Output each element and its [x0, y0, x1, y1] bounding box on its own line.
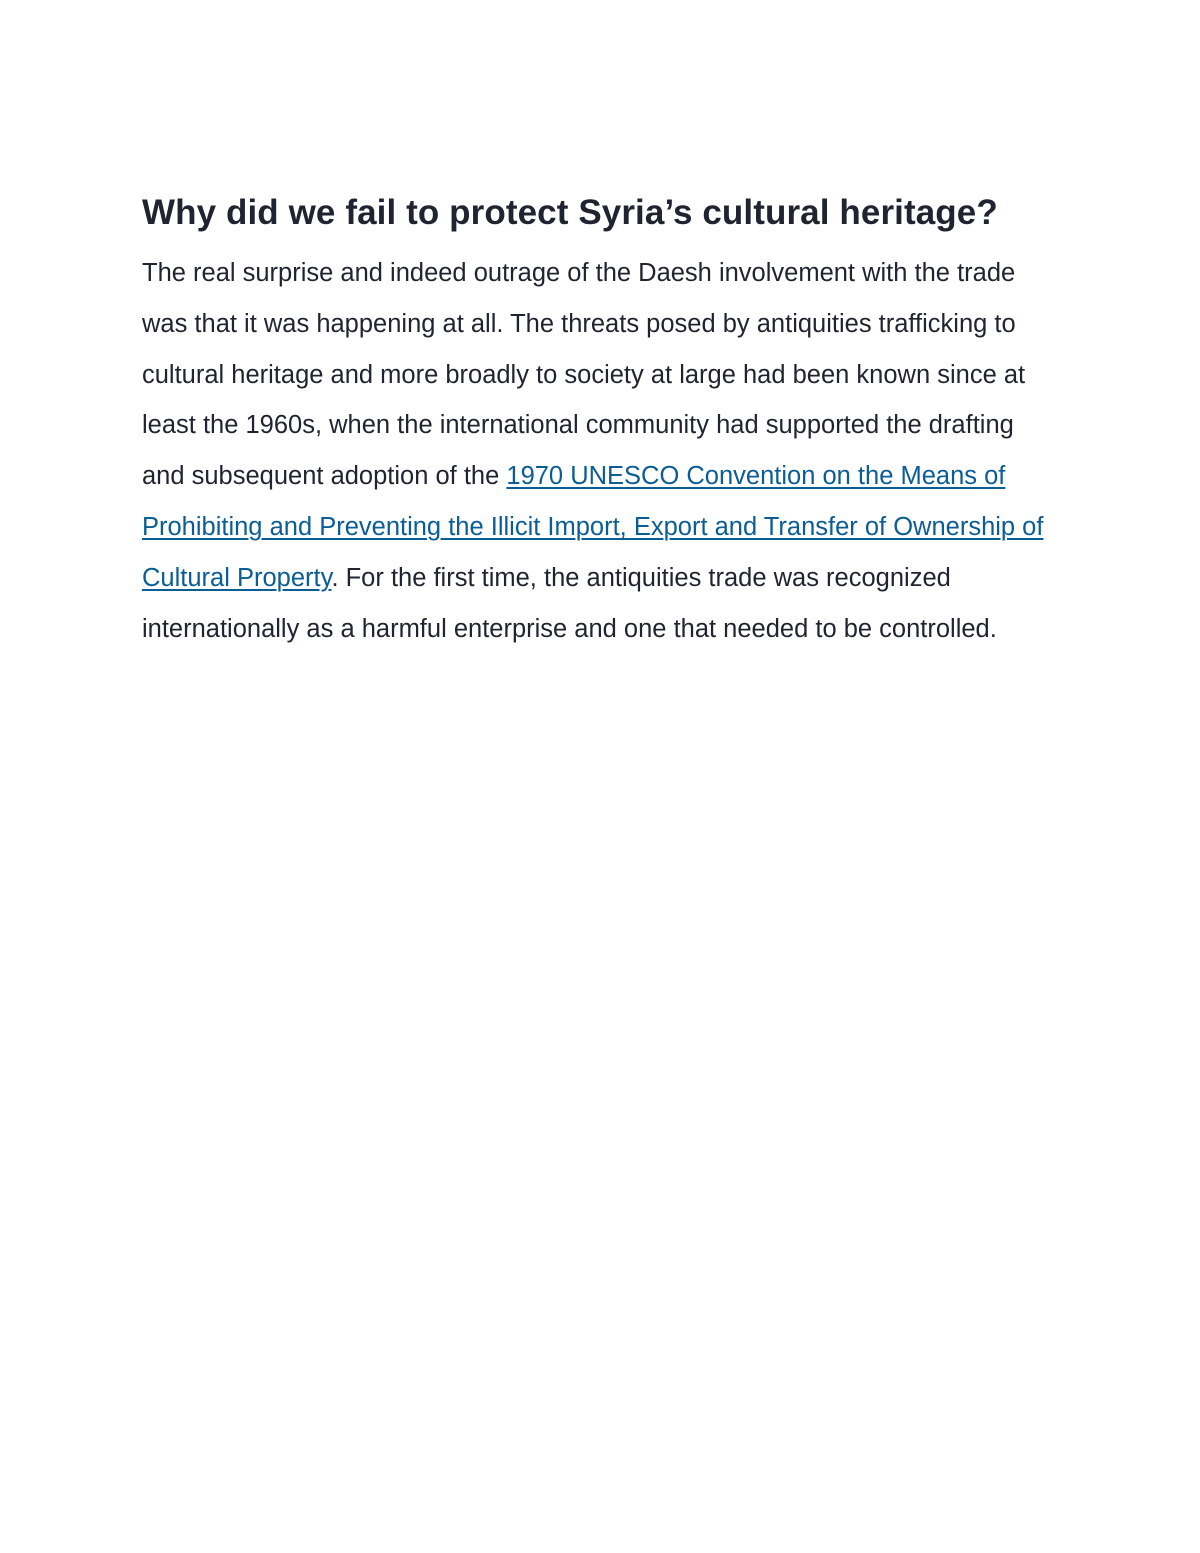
article-title: Why did we fail to protect Syria’s cultural heritage? — [142, 193, 998, 232]
paragraph-text-after-link: . For the first time, the antiquities trade was recognized internationally as a harmful enterprise and one that needed to be controlled. — [142, 563, 997, 643]
unesco-convention-link[interactable]: 1970 UNESCO Convention on the Means of Prohibiting and Preventing the Illicit Import, Export and Transfer of Ownership of Cultural Property — [142, 462, 1044, 592]
paragraph-text-before-link: The real surprise and indeed outrage of the Daesh involvement with the trade was that it was happening at all. The threats posed by antiquities trafficking to cultural heritage and more broadly to society at large had been known since at least the 1960s, when the international community had supported the drafting and subsequent adoption of the — [142, 259, 1026, 491]
article-paragraph — [142, 248, 1062, 654]
article — [142, 190, 1062, 654]
